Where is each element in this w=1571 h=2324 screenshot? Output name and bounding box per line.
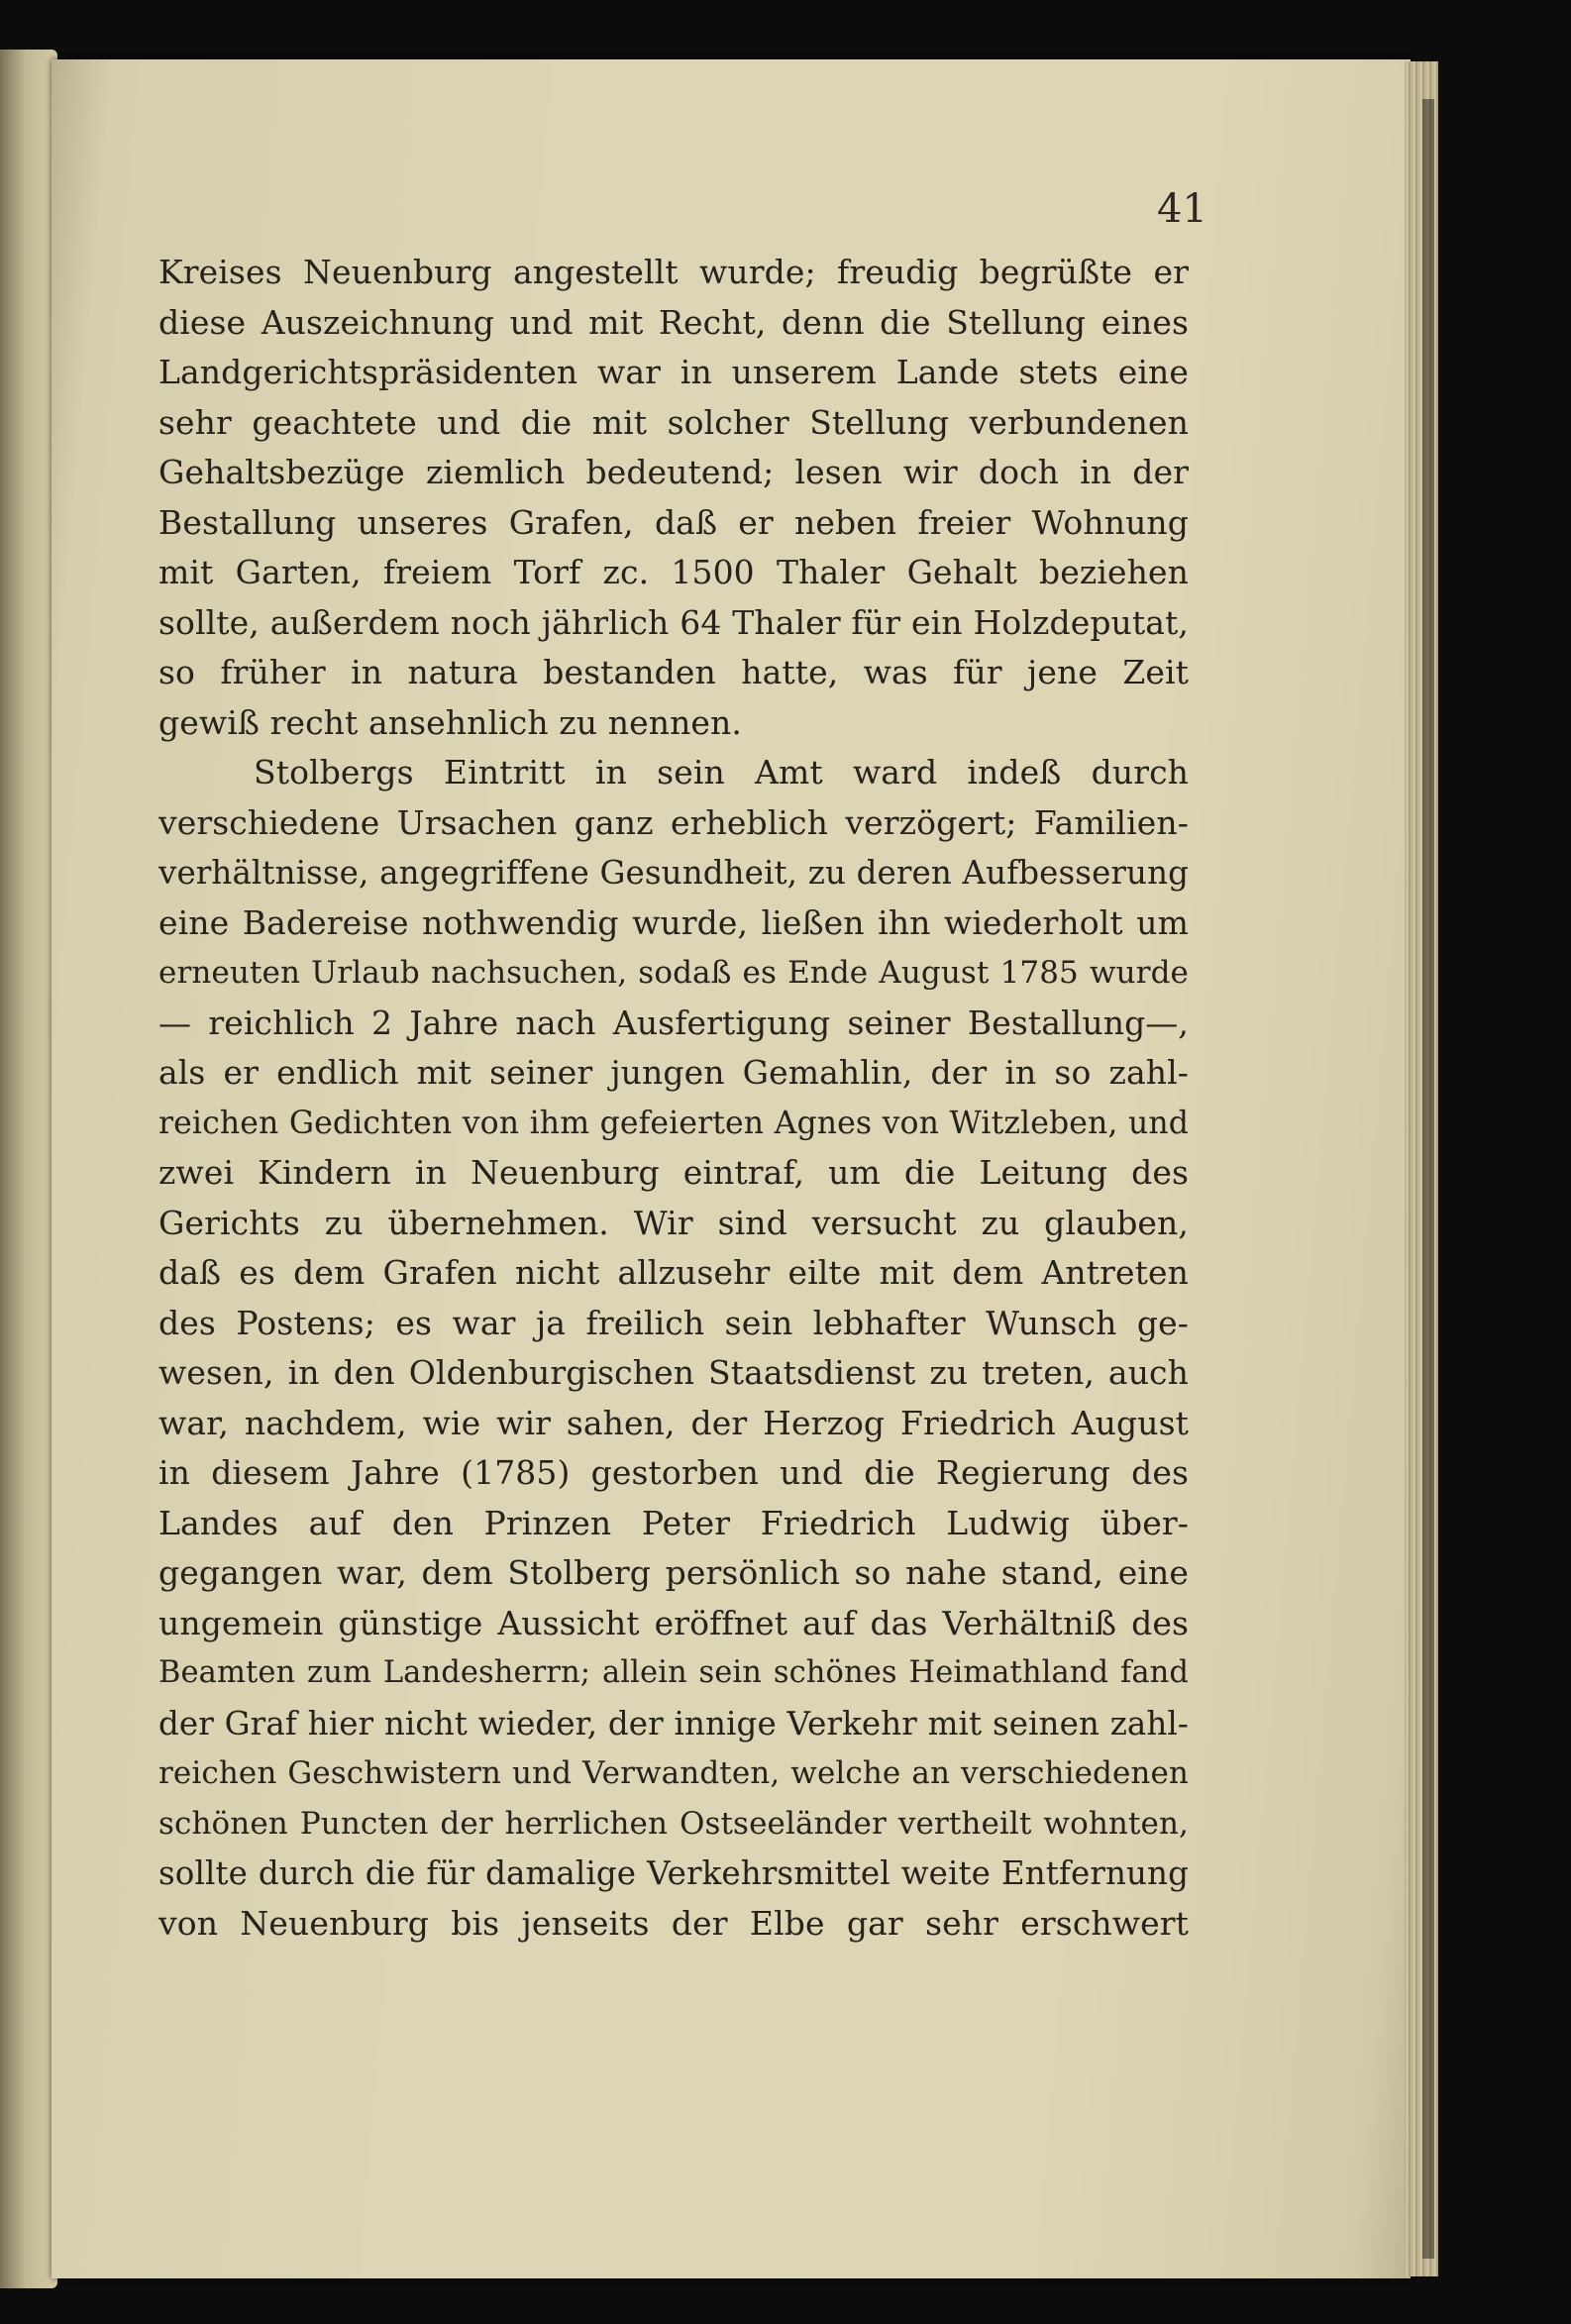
text-line: Kreises Neuenburg angestellt wurde; freudig begrüßte er — [158, 253, 1189, 291]
text-line: verschiedene Ursachen ganz erheblich verzögert; Familien- — [158, 802, 1189, 842]
text-line: sollte durch die für damalige Verkehrsmittel weite Entfernung — [158, 1854, 1189, 1892]
binding-shadow — [1422, 99, 1434, 2259]
body-text — [158, 248, 1189, 1949]
text-line: Landes auf den Prinzen Peter Friedrich Ludwig über- — [158, 1503, 1189, 1542]
text-line: reichen Geschwistern und Verwandten, welche an verschiedenen — [158, 1755, 1189, 1791]
text-line: mit Garten, freiem Torf zc. 1500 Thaler Gehalt beziehen — [158, 553, 1189, 591]
text-line: sehr geachtete und die mit solcher Stellung verbundenen — [158, 402, 1189, 442]
text-line: von Neuenburg bis jenseits der Elbe gar sehr erschwert — [158, 1903, 1189, 1943]
text-line: sollte, außerdem noch jährlich 64 Thaler für ein Holzdeputat, — [158, 602, 1189, 642]
text-line: diese Auszeichnung und mit Recht, denn die Stellung eines — [158, 302, 1189, 342]
text-line: Gehaltsbezüge ziemlich bedeutend; lesen wir doch in der — [158, 453, 1189, 491]
text-line: Gerichts zu übernehmen. Wir sind versucht zu glauben, — [158, 1203, 1189, 1242]
text-line: Landgerichtspräsidenten war in unserem Lande stets eine — [158, 353, 1189, 391]
text-line: der Graf hier nicht wieder, der innige Verkehr mit seinen zahl- — [158, 1704, 1189, 1743]
text-line: als er endlich mit seiner jungen Gemahlin, der in so zahl- — [158, 1053, 1189, 1092]
text-line: des Postens; es war ja freilich sein lebhafter Wunsch ge- — [158, 1303, 1189, 1342]
text-line: verhältnisse, angegriffene Gesundheit, zu deren Aufbesserung — [158, 854, 1189, 892]
text-line: Bestallung unseres Grafen, daß er neben freier Wohnung — [158, 502, 1189, 542]
paragraph-end-line: gewiß recht ansehnlich zu nennen. — [158, 702, 743, 742]
text-line: in diesem Jahre (1785) gestorben und die Regierung des — [158, 1453, 1189, 1492]
text-line: schönen Puncten der herrlichen Ostseeländer vertheilt wohnten, — [158, 1805, 1189, 1842]
text-line: Beamten zum Landesherrn; allein sein schönes Heimathland fand — [158, 1655, 1189, 1690]
text-line: daß es dem Grafen nicht allzusehr eilte mit dem Antreten — [158, 1253, 1189, 1292]
text-line: — reichlich 2 Jahre nach Ausfertigung seiner Bestallung—, — [158, 1003, 1189, 1042]
text-line: wesen, in den Oldenburgischen Staatsdienst zu treten, auch — [158, 1353, 1189, 1392]
text-line: war, nachdem, wie wir sahen, der Herzog Friedrich August — [158, 1403, 1189, 1442]
text-line: so früher in natura bestanden hatte, was für jene Zeit — [158, 653, 1189, 691]
text-line: eine Badereise nothwendig wurde, ließen ihn wiederholt um — [158, 902, 1189, 942]
page-number: 41 — [1157, 186, 1207, 232]
text-line: reichen Gedichten von ihm gefeierten Agnes von Witzleben, und — [158, 1105, 1189, 1141]
facing-page-edge — [0, 50, 57, 2288]
paragraph-start-line: Stolbergs Eintritt in sein Amt ward indeß durch — [254, 753, 1189, 792]
text-line: zwei Kindern in Neuenburg eintraf, um die Leitung des — [158, 1153, 1189, 1192]
text-line: ungemein günstige Aussicht eröffnet auf das Verhältniß des — [158, 1603, 1189, 1642]
text-line: erneuten Urlaub nachsuchen, sodaß es Ende August 1785 wurde — [158, 955, 1189, 991]
text-line: gegangen war, dem Stolberg persönlich so nahe stand, eine — [158, 1553, 1189, 1592]
